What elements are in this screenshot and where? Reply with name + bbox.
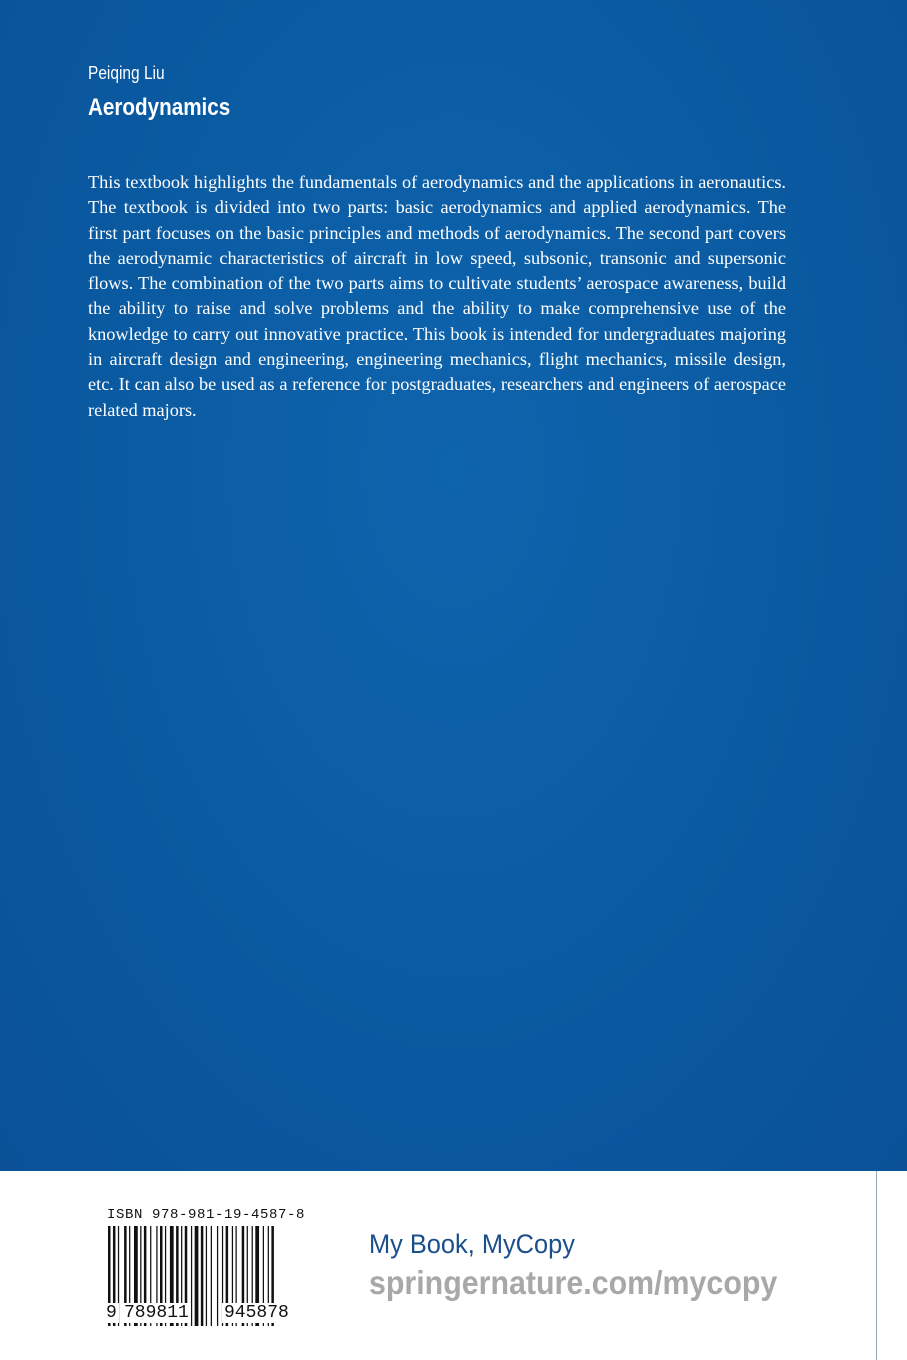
barcode-digits-right: 945878 xyxy=(224,1303,289,1323)
barcode-digits-left: 789811 xyxy=(124,1303,189,1323)
spine-edge-divider xyxy=(876,1171,877,1360)
book-description: This textbook highlights the fundamentals of aerodynamics and the applications in aeronautics. The textbook is divided into two parts: basic aerodynamics and applied aerodynamics. The first part focuses on the basic principles and methods of aerodynamics. The second part covers the aerodynamic characteristics of aircraft in low speed, subsonic, transonic and supersonic flows. The combination of the two parts aims to cultivate students’ aerospace awareness, build the ability to raise and solve problems and the ability to make comprehensive use of the knowledge to carry out innovative practice. This book is intended for undergraduates majoring in aircraft design and engineering, engineering mechanics, flight mechanics, missile design, etc. It can also be used as a reference for postgraduates, researchers and engineers of aerospace related majors. xyxy=(88,172,786,420)
mycopy-url-link[interactable]: springernature.com/mycopy xyxy=(369,1264,778,1301)
mycopy-slogan: My Book, MyCopy xyxy=(369,1229,575,1259)
author-name: Peiqing Liu xyxy=(88,63,165,83)
barcode-digit-lead: 9 xyxy=(106,1303,117,1323)
book-title: Aerodynamics xyxy=(88,94,231,121)
isbn-label: ISBN 978-981-19-4587-8 xyxy=(107,1207,306,1223)
